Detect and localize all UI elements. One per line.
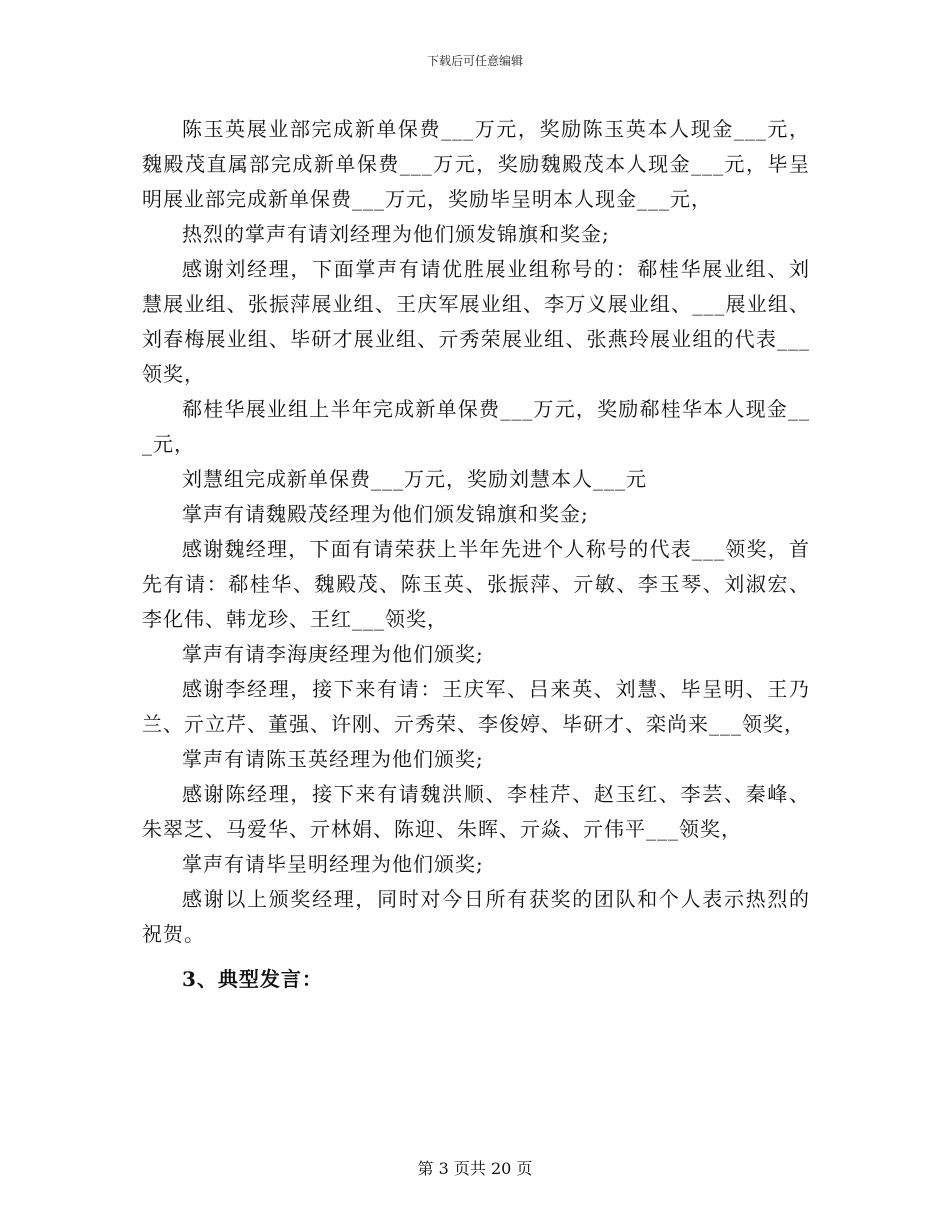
paragraph-invite-wei: 掌声有请魏殿茂经理为他们颁发锦旗和奖金;	[182, 502, 589, 526]
page-header-note: 下载后可任意编辑	[426, 54, 523, 68]
paragraph-winning-groups: 感谢刘经理，下面掌声有请优胜展业组称号的：郗桂华展业组、刘慧展业组、张振萍展业组、王庆军展业组、李万义展业组、___展业组、刘春梅展业组、毕研才展业组、亓秀荣展业组、张燕玲展业组的代表___领奖，	[142, 257, 810, 386]
paragraph-advanced-individuals-2: 感谢李经理，接下来有请：王庆军、吕来英、刘慧、毕呈明、王乃兰、亓立芹、董强、许刚、亓秀荣、李俊婷、毕研才、栾尚来___领奖，	[142, 677, 810, 736]
paragraph-xi-group-bonus: 郗桂华展业组上半年完成新单保费___万元，奖励郗桂华本人现金___元，	[142, 397, 810, 456]
section-heading: 3、典型发言：	[182, 967, 323, 991]
paragraph-invite-li: 掌声有请李海庚经理为他们颁奖;	[182, 642, 484, 666]
document-body	[142, 112, 810, 997]
paragraph-congratulations: 感谢以上颁奖经理，同时对今日所有获奖的团队和个人表示热烈的祝贺。	[142, 887, 810, 946]
page-number: 第 3 页共 20 页	[417, 1159, 533, 1178]
paragraph-advanced-individuals-3: 感谢陈经理，接下来有请魏洪顺、李桂芹、赵玉红、李芸、秦峰、朱翠芝、马爱华、亓林娟、陈迎、朱晖、亓焱、亓伟平___领奖，	[142, 782, 810, 841]
paragraph-liu-group-bonus: 刘慧组完成新单保费___万元，奖励刘慧本人___元	[182, 467, 647, 491]
paragraph-invite-chen: 掌声有请陈玉英经理为他们颁奖;	[182, 747, 484, 771]
paragraph-advanced-individuals-1: 感谢魏经理，下面有请荣获上半年先进个人称号的代表___领奖，首先有请：郗桂华、魏殿茂、陈玉英、张振萍、亓敏、李玉琴、刘淑宏、李化伟、韩龙珍、王红___领奖，	[142, 537, 810, 631]
paragraph-invite-liu: 热烈的掌声有请刘经理为他们颁发锦旗和奖金;	[182, 222, 610, 246]
paragraph-bonus-summary: 陈玉英展业部完成新单保费___万元，奖励陈玉英本人现金___元，魏殿茂直属部完成新单保费___万元，奖励魏殿茂本人现金___元，毕呈明展业部完成新单保费___万元，奖励毕呈明本人现金___元，	[142, 117, 810, 211]
paragraph-invite-bi: 掌声有请毕呈明经理为他们颁奖;	[182, 852, 484, 876]
